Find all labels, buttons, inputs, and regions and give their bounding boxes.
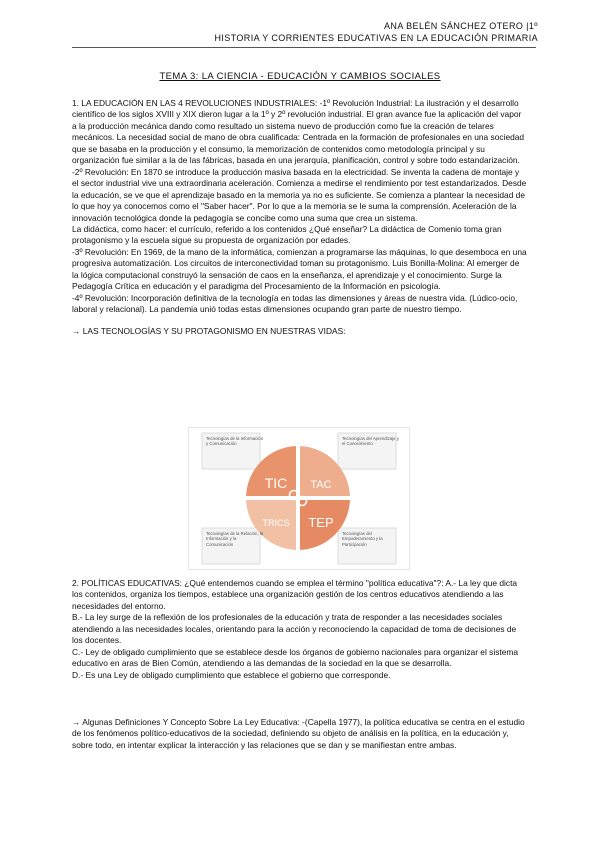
quadrant-label-trics: TRICS bbox=[262, 518, 290, 528]
paragraph: D.- Es una Ley de obligado cumplimiento que establece el gobierno que corresponde. bbox=[72, 669, 391, 680]
caption-tic: Tecnologías de la Información y Comunicación bbox=[206, 436, 264, 447]
paragraph: → Algunas Definiciones Y Concepto Sobre La Ley Educativa: -(Capella 1977), la política educativa se centra en el estudio de los fenómenos político-educativos de la sociedad, definiendo su objeto de análisis en la política, en la educación y, sobre todo, en intentar explicar la interacción y las relaciones que se dan y se manifiestan entre ambas. bbox=[72, 717, 525, 750]
caption-tac: Tecnologías del Aprendizaje y el Conocimiento bbox=[342, 436, 399, 447]
paragraph: -2º Revolución: En 1870 se introduce la producción masiva basada en la electricidad. Se inventa la cadena de montaje y el sector industrial vive una extraordinaria aceleración. Comienza a medirse el rendimiento por test estandarizados. Desde la educación, se ve que el aprendizaje basado en la memoria ya no es suficiente. Se comienza a plantear la necesidad de lo que hoy ya conocemos como el "Saber hacer". Por lo que a la memoria se le suma la comprensión. Aceleración de la innovación tecnológica donde la pedagogía se concibe como una suma que crea un sistema. bbox=[72, 166, 527, 223]
quadrant-label-tac: TAC bbox=[310, 479, 332, 491]
section-definiciones bbox=[72, 717, 527, 751]
author-line: ANA BELÉN SÁNCHEZ OTERO |1º bbox=[384, 21, 538, 31]
paragraph: 1. LA EDUCACIÓN EN LAS 4 REVOLUCIONES INDUSTRIALES: -1º Revolución Industrial: La ilustración y el desarrollo científico de los siglos XVIII y XIX dieron lugar a la 1º y 2º revolución industrial. El gran avance fue la aplicación del vapor a la producción mecánica dando como resultado un sistema nuevo de producción como fue la creación de telares mecánicos. La necesidad social de mano de obra cualificada: Centrada en la formación de profesionales en una sociedad que se basaba en la producción y el consumo, la memorización de contenidos como metodología principal y su organización fue similar a la de las fábricas, basada en una jerarquía, planificación, control y sobre todo estandarización. bbox=[72, 98, 525, 166]
course-line: HISTORIA Y CORRIENTES EDUCATIVAS EN LA EDUCACIÓN PRIMARIA bbox=[214, 33, 538, 43]
document-header bbox=[214, 20, 538, 44]
paragraph: 2. POLÍTICAS EDUCATIVAS: ¿Qué entendemos cuando se emplea el término "política educativa"?: A.- La ley que dicta los contenidos, organiza los tiempos, establece una organización gestión de los centros educativos atendiendo a las necesidades del entorno. bbox=[72, 578, 518, 611]
header-divider bbox=[72, 47, 536, 48]
subheading-tecnologias: → LAS TECNOLOGÍAS Y SU PROTAGONISMO EN NUESTRAS VIDAS: bbox=[72, 325, 346, 336]
paragraph: B.- La ley surge de la reflexión de los profesionales de la educación y trata de responder a las necesidades sociales atendiendo a las necesidades locales, orientando para la acción y reconociendo la capacidad de toma de decisiones de los docentes. bbox=[72, 612, 517, 646]
page-title: TEMA 3: LA CIENCIA - EDUCACIÓN Y CAMBIOS SOCIALES bbox=[159, 71, 441, 82]
paragraph: C.- Ley de obligado cumplimiento que se establece desde los órganos de gobierno nacionales para organizar el sistema educativo en aras de Bien Común, atendiendo a las demandas de la sociedad en la que se desarrolla. bbox=[72, 646, 519, 669]
paragraph: La didáctica, como hacer: el currículo, referido a los contenidos ¿Qué enseñar? La didáctica de Comenio toma gran protagonismo y la escuela sigue su propuesta de organización por edades. bbox=[72, 223, 502, 246]
quadrant-label-tic: TIC bbox=[264, 475, 288, 491]
paragraph: -4º Revolución: Incorporación definitiva de la tecnología en todas las dimensiones y áreas de nuestra vida. (Lúdico-ocio, laboral y relacional). La pandemia unió todas estas dimensiones ocupando gran parte de nuestro tiempo. bbox=[72, 292, 518, 315]
caption-trics: Tecnologías de la Relación, la Información y la Comunicación bbox=[206, 531, 264, 547]
section-politicas bbox=[72, 401, 527, 681]
paragraph: -3º Revolución: En 1969, de la mano de la informática, comienzan a programarse las máquinas, lo que desemboca en una progresiva automatización. Los circuitos de interconectividad toman su protagonismo. Luis Bonilla-Molina: Al emerger de la lógica computacional construyó la sensación de caos en la enseñanza, el aprendizaje y el conocimiento. Surge la Pedagogía Crítica en educación y el paradigma del Procesamiento de la Información en psicología. bbox=[72, 246, 527, 292]
section-revoluciones bbox=[72, 98, 527, 337]
quadrant-label-tep: TEP bbox=[308, 515, 334, 530]
caption-tep: Tecnologías del Empoderamiento y la Participación bbox=[342, 531, 383, 547]
